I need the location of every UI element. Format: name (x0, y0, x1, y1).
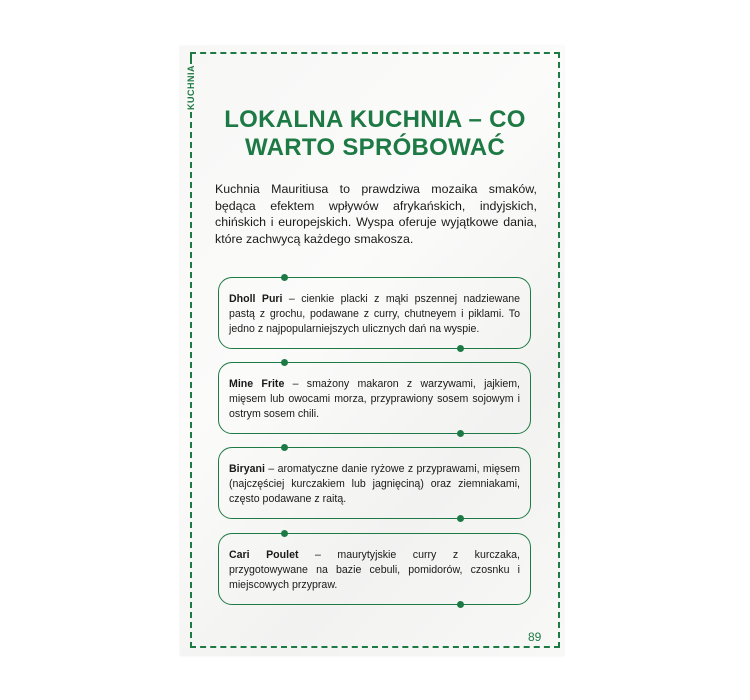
page-number: 89 (528, 630, 542, 644)
intro-paragraph: Kuchnia Mauritiusa to prawdziwa mozaika smaków, będąca efektem wpływów afrykańskich, indyjskich, chińskich i europejskich. Wyspa oferuje wyjątkowe dania, które zachwycą każdego smakosza. (215, 182, 537, 246)
page-frame-left-bottom (190, 112, 192, 648)
dish-name: Dholl Puri (229, 293, 283, 305)
dish-text (229, 292, 520, 336)
dish-card (218, 533, 531, 605)
dish-name: Mine Frite (229, 378, 285, 390)
card-dot-top (281, 274, 288, 281)
dish-description: – aromatyczne danie ryżowe z przyprawami, mięsem (najczęściej kurczakiem lub jagnięciną) oraz ziemniakami, często podawane z raitą. (229, 463, 520, 505)
dish-text (229, 462, 520, 506)
dish-card (218, 277, 531, 349)
page-frame-left-top (190, 52, 192, 64)
section-side-label: KUCHNIA (186, 65, 196, 110)
card-dot-top (281, 359, 288, 366)
dish-text (229, 377, 520, 421)
dish-text (229, 548, 520, 592)
dish-name: Biryani (229, 463, 265, 475)
card-dot-bottom (457, 515, 464, 522)
card-dot-top (281, 530, 288, 537)
dish-description: – smażony makaron z warzywami, jajkiem, mięsem lub owocami morza, przyprawiony sosem sojowym i ostrym sosem chili. (229, 378, 520, 420)
dish-description: – cienkie placki z mąki pszennej nadziewane pastą z grochu, podawane z curry, chutneyem i piklami. To jedno z najpopularniejszych ulicznych dań na wyspie. (229, 293, 521, 335)
dish-card (218, 447, 531, 519)
card-dot-bottom (457, 601, 464, 608)
page-title: LOKALNA KUCHNIA – CO WARTO SPRÓBOWAĆ (224, 106, 526, 161)
card-dot-bottom (457, 345, 464, 352)
dish-name: Cari Poulet (229, 549, 299, 561)
dish-description: – maurytyjskie curry z kurczaka, przygotowywane na bazie cebuli, pomidorów, czosnku i miejscowych przypraw. (229, 549, 520, 591)
dish-card (218, 362, 531, 434)
card-dot-bottom (457, 430, 464, 437)
card-dot-top (281, 444, 288, 451)
